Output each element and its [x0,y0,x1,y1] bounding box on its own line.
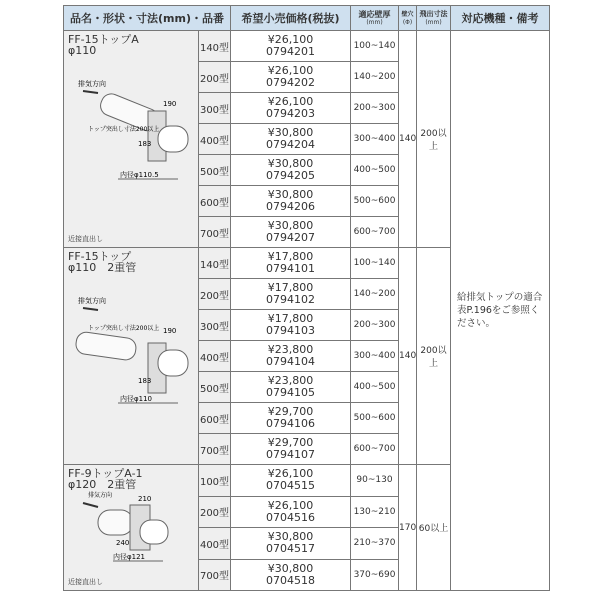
header-wall: 適応壁厚 (mm) [351,6,399,31]
wall-cell: 100~140 [351,31,399,62]
type-cell: 700型 [199,217,231,248]
type-cell: 400型 [199,528,231,560]
price-cell: ¥26,100 0794203 [231,93,351,124]
wall-cell: 140~200 [351,62,399,93]
price-cell: ¥30,800 0794204 [231,124,351,155]
price-cell: ¥26,100 0794201 [231,31,351,62]
footnote: 近接直出し [68,235,103,243]
svg-text:排気方向: 排気方向 [78,297,106,305]
type-cell: 300型 [199,310,231,341]
product-table [63,5,550,591]
product-size: φ110 2重管 [68,261,137,274]
product-name: FF-15トップA [68,33,139,46]
protrude-cell: 200以上 [417,31,451,248]
table-row [64,31,550,62]
wall-cell: 500~600 [351,186,399,217]
arrow-icon [83,503,98,507]
type-cell: 600型 [199,186,231,217]
type-cell: 140型 [199,31,231,62]
type-cell: 200型 [199,496,231,528]
arrow-icon [83,91,98,93]
wall-cell: 400~500 [351,155,399,186]
top-diagram [68,288,193,428]
header-name: 品名・形状・寸法(mm)・品番 [64,6,231,31]
type-cell: 600型 [199,403,231,434]
svg-text:内径φ110: 内径φ110 [120,395,152,403]
type-cell: 700型 [199,434,231,465]
wall-cell: 300~400 [351,124,399,155]
price-cell: ¥26,100 0794202 [231,62,351,93]
product-name-cell [64,465,199,591]
svg-text:トップ突出し寸法200以上: トップ突出し寸法200以上 [88,325,160,332]
top-diagram [68,485,193,565]
price-cell: ¥29,700 0794106 [231,403,351,434]
header-remarks: 対応機種・備考 [451,6,550,31]
svg-text:トップ突出し寸法200以上: トップ突出し寸法200以上 [88,126,160,133]
wall-cell: 300~400 [351,341,399,372]
price-cell: ¥30,800 0794206 [231,186,351,217]
wall-cell: 200~300 [351,93,399,124]
wall-cell: 370~690 [351,559,399,591]
wall-cell: 210~370 [351,528,399,560]
header-protrude: 飛出寸法 (mm) [417,6,451,31]
price-cell: ¥26,100 0704516 [231,496,351,528]
wall-cell: 130~210 [351,496,399,528]
type-cell: 500型 [199,372,231,403]
svg-text:183: 183 [138,377,152,385]
type-cell: 140型 [199,248,231,279]
wall-cell: 600~700 [351,434,399,465]
product-size: φ110 [68,44,97,57]
product-name: FF-15トップ [68,250,132,263]
price-cell: ¥30,800 0794205 [231,155,351,186]
product-name: FF-9トップA-1 [68,467,143,480]
wall-cell: 400~500 [351,372,399,403]
type-cell: 400型 [199,124,231,155]
header-hole: 壁穴 (Φ) [399,6,417,31]
price-cell: ¥30,800 0794207 [231,217,351,248]
price-cell: ¥30,800 0704518 [231,559,351,591]
type-cell: 500型 [199,155,231,186]
type-cell: 200型 [199,62,231,93]
svg-text:内径φ121: 内径φ121 [113,553,145,561]
type-cell: 700型 [199,559,231,591]
wall-cell: 500~600 [351,403,399,434]
product-name-cell [64,248,199,465]
svg-text:排気方向: 排気方向 [88,492,113,499]
wall-cell: 100~140 [351,248,399,279]
price-cell: ¥17,800 0794102 [231,279,351,310]
wall-cell: 200~300 [351,310,399,341]
svg-text:183: 183 [138,140,152,148]
price-cell: ¥30,800 0704517 [231,528,351,560]
wall-cell: 140~200 [351,279,399,310]
wall-cell: 600~700 [351,217,399,248]
svg-text:240: 240 [116,539,130,547]
price-cell: ¥17,800 0794101 [231,248,351,279]
type-cell: 300型 [199,93,231,124]
header-price: 希望小売価格(税抜) [231,6,351,31]
svg-text:210: 210 [138,495,152,503]
price-cell: ¥23,800 0794105 [231,372,351,403]
svg-text:排気方向: 排気方向 [78,80,106,88]
price-cell: ¥26,100 0704515 [231,465,351,497]
price-cell: ¥23,800 0794104 [231,341,351,372]
top-diagram [68,71,193,211]
type-cell: 200型 [199,279,231,310]
hole-cell: 140 [399,248,417,465]
protrude-cell: 60以上 [417,465,451,591]
hole-cell: 140 [399,31,417,248]
type-cell: 100型 [199,465,231,497]
svg-text:190: 190 [163,100,177,108]
footnote: 近接直出し [68,578,103,586]
product-name-cell [64,31,199,248]
product-size: φ120 2重管 [68,478,137,491]
hole-cell: 170 [399,465,417,591]
protrude-cell: 200以上 [417,248,451,465]
price-cell: ¥29,700 0794107 [231,434,351,465]
svg-text:内径φ110.5: 内径φ110.5 [120,171,159,179]
svg-text:190: 190 [163,327,177,335]
type-cell: 400型 [199,341,231,372]
remarks-cell: 給排気トップの適合表P.196をご参照ください。 [451,31,550,591]
arrow-icon [83,308,98,310]
price-cell: ¥17,800 0794103 [231,310,351,341]
wall-cell: 90~130 [351,465,399,497]
